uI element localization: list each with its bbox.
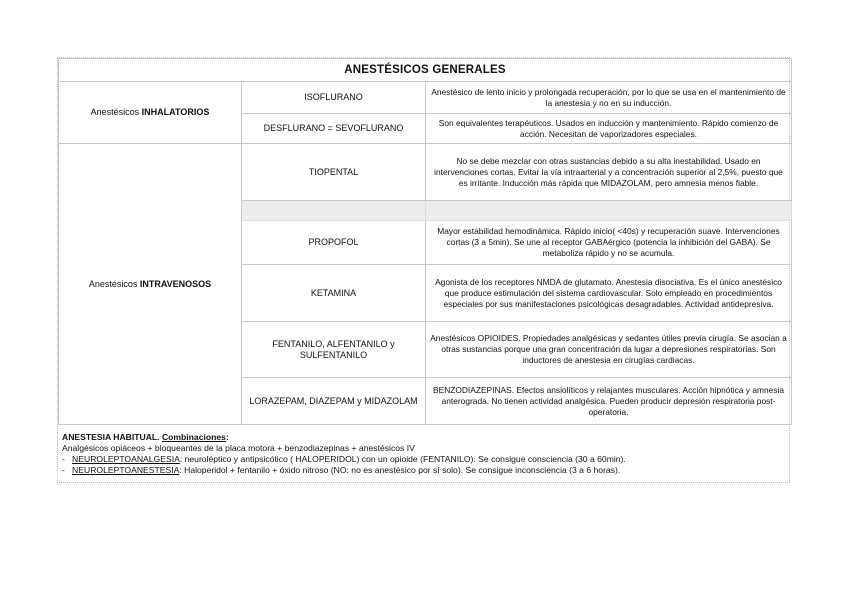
- item-text: : neuroléptico y antipsicótico ( HALOPERIDOL) con un opioide (FENTANILO). Se consigue consciencia (30 a 60min).: [179, 454, 626, 464]
- notes-heading-sub: Combinaciones: [161, 432, 226, 442]
- drug-name: FENTANILO, ALFENTANILO y SULFENTANILO: [242, 322, 426, 378]
- drug-description: BENZODIAZEPINAS. Efectos ansiolíticos y relajantes musculares. Acción hipnótica y amnesia anterograda. No tienen actividad analgésica. Pueden producir depresión respiratoria post-operatoria.: [426, 378, 792, 425]
- drug-description: No se debe mezclar con otras sustancias debido a su alta inestabilidad. Usado en intervenciones cortas. Evitar la vía intraarterial y a concentración superior al 2,5%, puesto que es irritante. Inducción más rápida que MIDAZOLAM, pero amnesia menos fiable.: [426, 144, 792, 201]
- title-row: [59, 59, 792, 82]
- bullet-dash: -: [62, 454, 65, 464]
- item-term: NEUROLEPTOANESTESIA: [72, 465, 180, 475]
- table-title: ANESTÉSICOS GENERALES: [59, 59, 792, 82]
- category-inhalatorios: [59, 82, 242, 144]
- drug-description: Anestésico de lento inicio y prolongada recuperación, por lo que se usa en el mantenimiento de la anestesia y no en su inducción.: [426, 82, 792, 114]
- drug-description: Agonista de los receptores NMDA de glutamato. Anestesia disociativa. Es el único anestésico que produce estimulación del sistema cardiovascular. Solo empleado en procedimientos especiales por sus manifestaciones psicológicas desagradables. Actividad antidepresiva.: [426, 265, 792, 322]
- blank-cell: [242, 201, 426, 221]
- notes-heading: ANESTESIA HABITUAL.: [62, 432, 160, 442]
- category-bold: INHALATORIOS: [141, 107, 210, 117]
- drug-description: Mayor estabilidad hemodinámica. Rápido inicio( <40s) y recuperación suave. Intervenciones cortas (3 a 5min). Se une al receptor GABAérgico (potencia la inhibición del GABA). Se metaboliza rápido y no se acumula.: [426, 221, 792, 265]
- drug-name: KETAMINA: [242, 265, 426, 322]
- blank-cell: [426, 201, 792, 221]
- notes-heading-line: [62, 432, 787, 443]
- drug-description: Son equivalentes terapéuticos. Usados en inducción y mantenimiento. Rápido comienzo de acción. Necesitan de vaporizadores especiales.: [426, 114, 792, 144]
- category-prefix: Anestésicos: [90, 107, 142, 117]
- table-row: [59, 82, 792, 114]
- bullet-dash: -: [62, 465, 65, 475]
- notes-item: [62, 454, 787, 465]
- drug-name: TIOPENTAL: [242, 144, 426, 201]
- item-term: NEUROLEPTOANALGESIA: [72, 454, 180, 464]
- notes-section: [62, 432, 787, 476]
- drug-name: LORAZEPAM, DIAZEPAM y MIDAZOLAM: [242, 378, 426, 425]
- notes-heading-colon: :: [225, 432, 229, 442]
- drug-description: Anestésicos OPIOIDES. Propiedades analgésicas y sedantes útiles previa cirugía. Se asocian a otras sustancias porque una gran concentración da lugar a depresiones respiratorias. Son inductores de anestesia en cirugías cardiacas.: [426, 322, 792, 378]
- drug-name: DESFLURANO = SEVOFLURANO: [242, 114, 426, 144]
- drug-name: PROPOFOL: [242, 221, 426, 265]
- item-text: : Haloperidol + fentanilo + óxido nitroso (NO: no es anestésico por sí solo). Se consigue inconsciencia (3 a 6 horas).: [179, 465, 621, 475]
- notes-item: [62, 465, 787, 476]
- category-prefix: Anestésicos: [88, 278, 140, 289]
- category-intravenosos: [59, 144, 242, 425]
- table-row: [59, 144, 792, 201]
- notes-line: Analgésicos opiáceos + bloqueantes de la placa motora + benzodiazepinas + anestésicos IV: [62, 443, 415, 453]
- drug-name: ISOFLURANO: [242, 82, 426, 114]
- category-bold: INTRAVENOSOS: [139, 278, 212, 289]
- anesthetics-table: [58, 58, 792, 425]
- document-page: [57, 57, 790, 483]
